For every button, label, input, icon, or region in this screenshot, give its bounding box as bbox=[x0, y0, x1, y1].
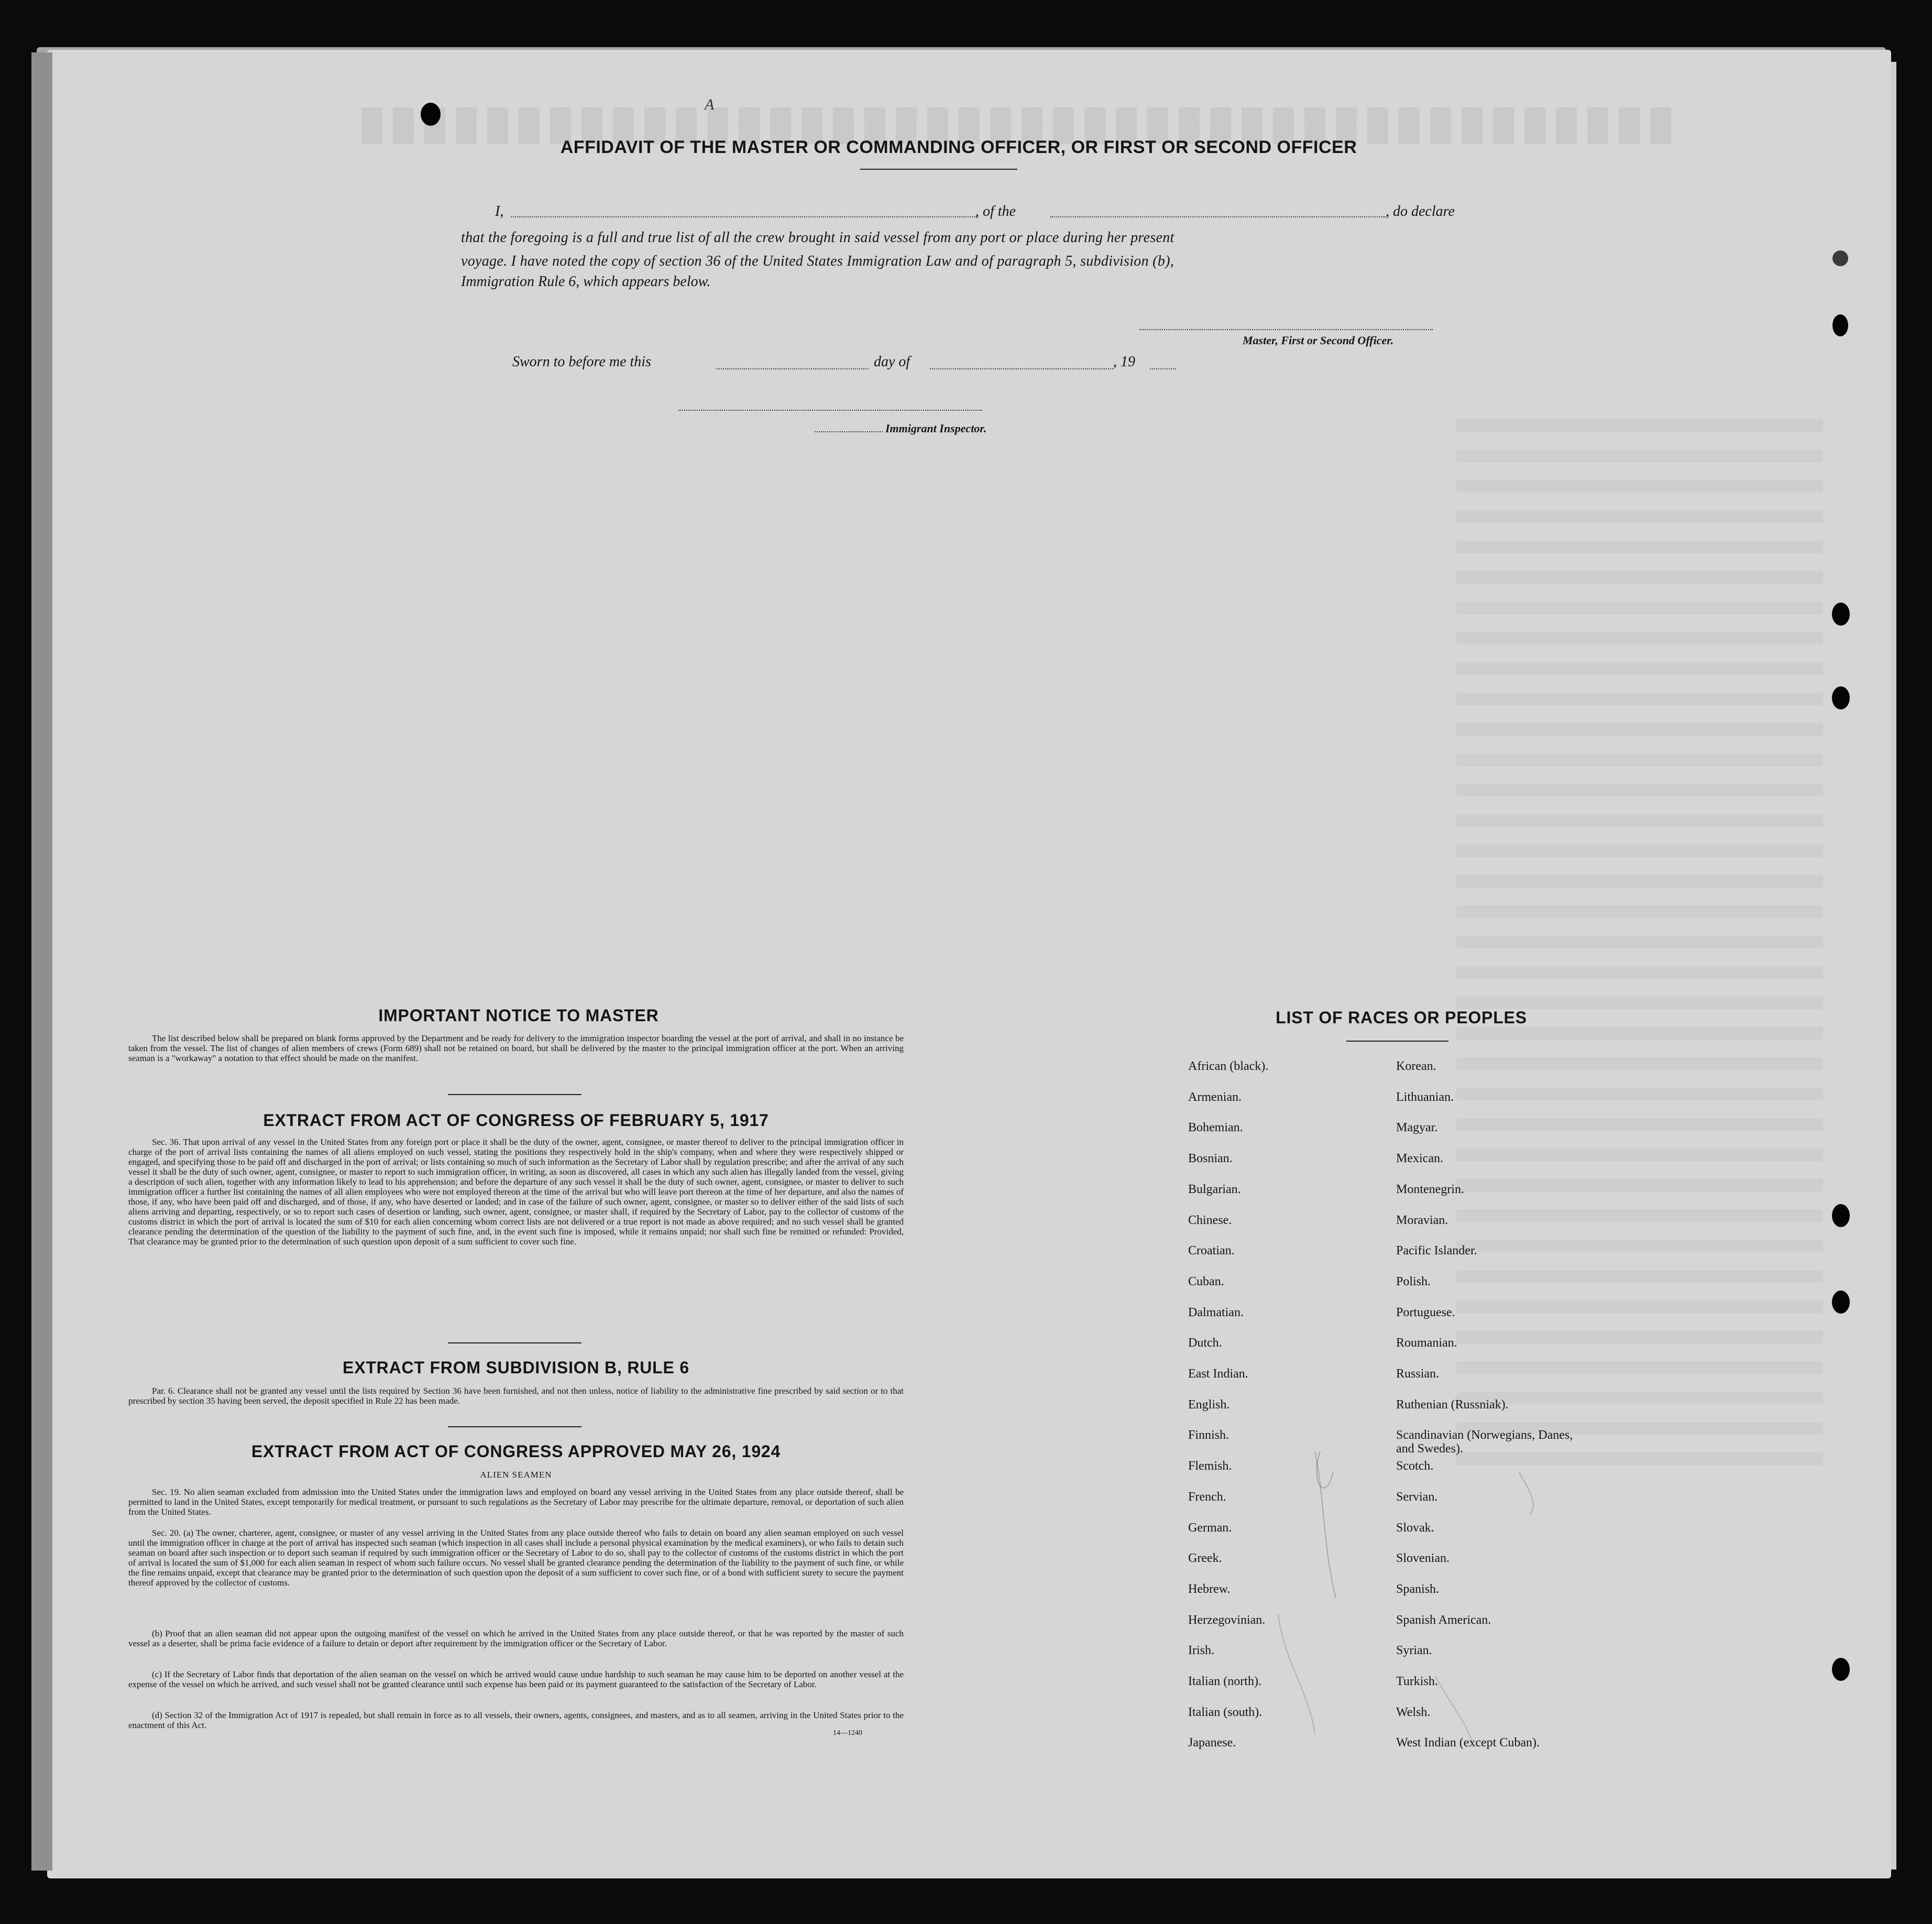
declaration-line-3: voyage. I have noted the copy of section 36 of the United States Immigration Law and of paragraph 5, subdivision (b), bbox=[461, 253, 1174, 269]
race-item: Scandinavian (Norwegians, Danes, and Swedes). bbox=[1396, 1428, 1573, 1456]
race-item: Armenian. bbox=[1188, 1090, 1242, 1104]
races-rule bbox=[1346, 1041, 1448, 1042]
extract-1917-title: EXTRACT FROM ACT OF CONGRESS OF FEBRUARY 5, 1917 bbox=[263, 1111, 769, 1130]
race-item: Slovak. bbox=[1396, 1521, 1434, 1535]
race-item: Portuguese. bbox=[1396, 1305, 1455, 1319]
race-item: Moravian. bbox=[1396, 1213, 1448, 1227]
race-item: African (black). bbox=[1188, 1059, 1269, 1073]
declaration-line-4: Immigration Rule 6, which appears below. bbox=[461, 274, 711, 290]
form-number: 14—1240 bbox=[833, 1729, 862, 1737]
extract-1924-sec19: Sec. 19. No alien seaman excluded from admission into the United States under the immigration laws and employed on board any vessel arriving in the United States from any place outside thereof, shall be permitted to land in the United States, except temporarily for medical treatment, or pursuant to such regulations as the Secretary of Labor may prescribe for the ultimate departure, removal, or deportation of such alien from the United States. bbox=[128, 1487, 904, 1517]
race-item: Cuban. bbox=[1188, 1274, 1224, 1288]
race-item: Bulgarian. bbox=[1188, 1182, 1241, 1196]
race-item: Italian (south). bbox=[1188, 1705, 1263, 1719]
race-item: Polish. bbox=[1396, 1274, 1431, 1288]
corner-mark: A bbox=[705, 96, 715, 113]
extract-1924-sec20a: Sec. 20. (a) The owner, charterer, agent, consignee, or master of any vessel arriving in the United States from any place outside thereof who fails to detain on board any alien seaman employed on such vessel until the immigration officer in charge at the port of arrival has inspected such seaman (which inspection in all cases shall include a personal physical examination by the medical examiners), or who fails to detain such seaman on board after such inspection or to deport such seaman if required by such immigration officer or the Secretary of Labor to do so, shall pay to the collector of customs of the customs district in which the port of arrival is located the sum of $1,000 for each alien seaman in respect of whom such failure occurs. No vessel shall be granted clearance pending the determination of the liability to the payment of such fine, or while the fine remains unpaid, except that clearance may be granted prior to the determination of such question upon the deposit of a sum sufficient to cover such fine, or of a bond with sufficient surety to secure the payment thereof approved by the collector of customs. bbox=[128, 1528, 904, 1588]
race-item: Welsh. bbox=[1396, 1705, 1431, 1719]
inspector-label: Immigrant Inspector. bbox=[885, 422, 987, 435]
extract-1924-title: EXTRACT FROM ACT OF CONGRESS APPROVED MAY 26, 1924 bbox=[251, 1442, 781, 1461]
extract-1924-sec20d: (d) Section 32 of the Immigration Act of 1917 is repealed, but shall remain in force as to all vessels, their owners, agents, consignees, and masters, and as to all seamen, arriving in the United States prior to the enactment of this Act. bbox=[128, 1710, 904, 1730]
race-item: Finnish. bbox=[1188, 1428, 1230, 1442]
race-item: West Indian (except Cuban). bbox=[1396, 1736, 1540, 1750]
race-item: Greek. bbox=[1188, 1551, 1222, 1566]
sworn-day-of: day of bbox=[874, 354, 910, 370]
race-item: Bohemian. bbox=[1188, 1121, 1243, 1135]
extract-1917-rule bbox=[448, 1342, 581, 1343]
punch-hole-icon bbox=[1832, 1204, 1850, 1227]
race-item: Slovenian. bbox=[1396, 1551, 1450, 1566]
sworn-prefix: Sworn to before me this bbox=[512, 354, 651, 370]
race-item: Japanese. bbox=[1188, 1736, 1236, 1750]
punch-hole-icon bbox=[1832, 1658, 1850, 1681]
punch-hole-icon bbox=[421, 103, 441, 126]
race-item: Syrian. bbox=[1396, 1644, 1432, 1658]
declaration-i: I, bbox=[495, 203, 504, 220]
extract-rule6-rule bbox=[448, 1426, 581, 1427]
pencil-marks bbox=[1247, 1441, 1666, 1745]
race-item: Turkish. bbox=[1396, 1675, 1438, 1688]
punch-hole-icon bbox=[1832, 314, 1848, 336]
race-item: Irish. bbox=[1188, 1644, 1214, 1658]
race-item: French. bbox=[1188, 1490, 1226, 1504]
race-item: Spanish. bbox=[1396, 1582, 1440, 1596]
race-item: Dutch. bbox=[1188, 1336, 1222, 1350]
notice-text: The list described below shall be prepared on blank forms approved by the Department and be ready for delivery to the immigration inspector boarding the vessel at the port of arrival, and shall in no instance be taken from the vessel. The list of changes of alien members of crews (Form 689) shall not be retained on board, but shall be delivered by the master to the principal immigration officer at the port. When an arriving seaman is a "workaway" a notation to that effect should be made on the manifest. bbox=[128, 1033, 904, 1063]
declaration-declare: , do declare bbox=[1386, 203, 1455, 220]
sworn-day-line bbox=[717, 368, 869, 369]
vessel-line bbox=[1050, 216, 1386, 217]
title-rule bbox=[860, 169, 1017, 170]
race-item: Italian (north). bbox=[1188, 1675, 1261, 1688]
extract-1924-subtitle: ALIEN SEAMEN bbox=[480, 1470, 552, 1480]
punch-hole-icon bbox=[1832, 603, 1850, 626]
notice-rule bbox=[448, 1094, 581, 1095]
extract-rule6-text: Par. 6. Clearance shall not be granted any vessel until the lists required by Section 36 have been furnished, and not then unless, notice of liability to the administrative fine prescribed by said section or to that prescribed by section 35 having been served, the deposit specified in Rule 22 has been made. bbox=[128, 1386, 904, 1406]
race-item: Magyar. bbox=[1396, 1121, 1438, 1135]
race-item: Montenegrin. bbox=[1396, 1182, 1464, 1196]
declaration-line-2: that the foregoing is a full and true list of all the crew brought in said vessel from any port or place during her present bbox=[461, 229, 1174, 246]
punch-hole-icon bbox=[1832, 686, 1850, 709]
race-item: Herzegovinian. bbox=[1188, 1613, 1266, 1627]
race-item: Ruthenian (Russniak). bbox=[1396, 1397, 1509, 1412]
race-item: Roumanian. bbox=[1396, 1336, 1457, 1350]
race-item: Hebrew. bbox=[1188, 1582, 1231, 1596]
race-item: Lithuanian. bbox=[1396, 1090, 1454, 1104]
sworn-year: , 19 bbox=[1113, 354, 1135, 370]
race-item: Dalmatian. bbox=[1188, 1305, 1244, 1319]
race-item: Chinese. bbox=[1188, 1213, 1232, 1227]
sworn-month-line bbox=[930, 368, 1113, 369]
affidavit-title: AFFIDAVIT OF THE MASTER OR COMMANDING OFFICER, OR FIRST OR SECOND OFFICER bbox=[560, 137, 1357, 157]
race-item: Bosnian. bbox=[1188, 1152, 1233, 1166]
extract-rule6-title: EXTRACT FROM SUBDIVISION B, RULE 6 bbox=[343, 1358, 689, 1377]
extract-1917-text: Sec. 36. That upon arrival of any vessel in the United States from any foreign port or place it shall be the duty of the owner, agent, consignee, or master thereof to deliver to the principal immigration officer in charge of the port of arrival lists containing the names of all aliens employed on such vessel, stating the positions they respectively hold in the ship's company, when and where they were respectively shipped or engaged, and specifying those to be paid off and discharged in the port of arrival; or lists containing so much of such information as the Secretary of Labor shall by regulation prescribe; and after the arrival of any such vessel it shall be the duty of such owner, agent, consignee, or master to report to such immigration officer, in writing, as soon as discovered, all cases in which any such alien has illegally landed from the vessel, giving a description of such alien, together with any information likely to lead to his apprehension; and before the departure of any such vessel it shall be the duty of such owner, agent, consignee, or master to deliver to such immigration officer a further list containing the names of all alien employees who were not employed thereon at the time of the arrival but who will leave port thereon at the time of her departure, and also the names of those, if any, who have been paid off and discharged, and of those, if any, who have deserted or landed; and in case of the failure of such owner, agent, consignee, or master so to deliver either of the said lists of such aliens arriving and departing, respectively, or so to report such cases of desertion or landing, such owner, agent, consignee, or master shall, if required by the Secretary of Labor, pay to the collector of customs of the customs district in which the port of arrival is located the sum of $10 for each alien concerning whom correct lists are not delivered or a true report is not made as above required; and no such vessel shall be granted clearance pending the determination of the question of the liability to the payment of such fine, and, in the event such fine is imposed, while it remains unpaid; nor shall such fine be remitted or refunded: Provided, That clearance may be granted prior to the determination of such question upon deposit of a sum sufficient to cover such fine. bbox=[128, 1137, 904, 1247]
inspector-signature-line bbox=[678, 410, 982, 411]
name-line bbox=[511, 216, 977, 217]
race-item: English. bbox=[1188, 1397, 1230, 1412]
punch-hole-icon bbox=[1832, 1291, 1850, 1314]
race-item: Pacific Islander. bbox=[1396, 1244, 1477, 1258]
race-item: Scotch. bbox=[1396, 1459, 1434, 1473]
race-item: Flemish. bbox=[1188, 1459, 1232, 1473]
race-item: Russian. bbox=[1396, 1367, 1440, 1381]
race-item: German. bbox=[1188, 1521, 1232, 1535]
race-item: Spanish American. bbox=[1396, 1613, 1491, 1627]
signature-label: Master, First or Second Officer. bbox=[1243, 334, 1394, 347]
race-item: Servian. bbox=[1396, 1490, 1438, 1504]
declaration-of-the: , of the bbox=[975, 203, 1016, 220]
extract-1924-sec20b: (b) Proof that an alien seaman did not appear upon the outgoing manifest of the vessel on which he arrived in the United States from any place outside thereof, or that he was reported by the master of such vessel as a deserter, shall be prima facie evidence of a failure to detain or deport after requirement by the immigration officer or the Secretary of Labor. bbox=[128, 1628, 904, 1648]
notice-title: IMPORTANT NOTICE TO MASTER bbox=[378, 1006, 659, 1025]
race-item: Mexican. bbox=[1396, 1152, 1443, 1166]
race-item: East Indian. bbox=[1188, 1367, 1248, 1381]
extract-1924-sec20c: (c) If the Secretary of Labor finds that deportation of the alien seaman on the vessel on which he arrived would cause undue hardship to such seaman he may cause him to be deported on another vessel at the expense of the vessel on which he arrived, and such vessel shall not be granted clearance until such expense has been paid or its payment guaranteed to the satisfaction of the Secretary of Labor. bbox=[128, 1669, 904, 1689]
sheet-left-edge bbox=[31, 52, 52, 1871]
sworn-year-line bbox=[1150, 368, 1176, 369]
punch-hole-icon bbox=[1832, 250, 1848, 266]
signature-line bbox=[1139, 329, 1433, 330]
inspector-name-line bbox=[815, 431, 883, 432]
race-item: Korean. bbox=[1396, 1059, 1436, 1073]
races-title: LIST OF RACES OR PEOPLES bbox=[1276, 1008, 1527, 1027]
race-item: Croatian. bbox=[1188, 1244, 1235, 1258]
